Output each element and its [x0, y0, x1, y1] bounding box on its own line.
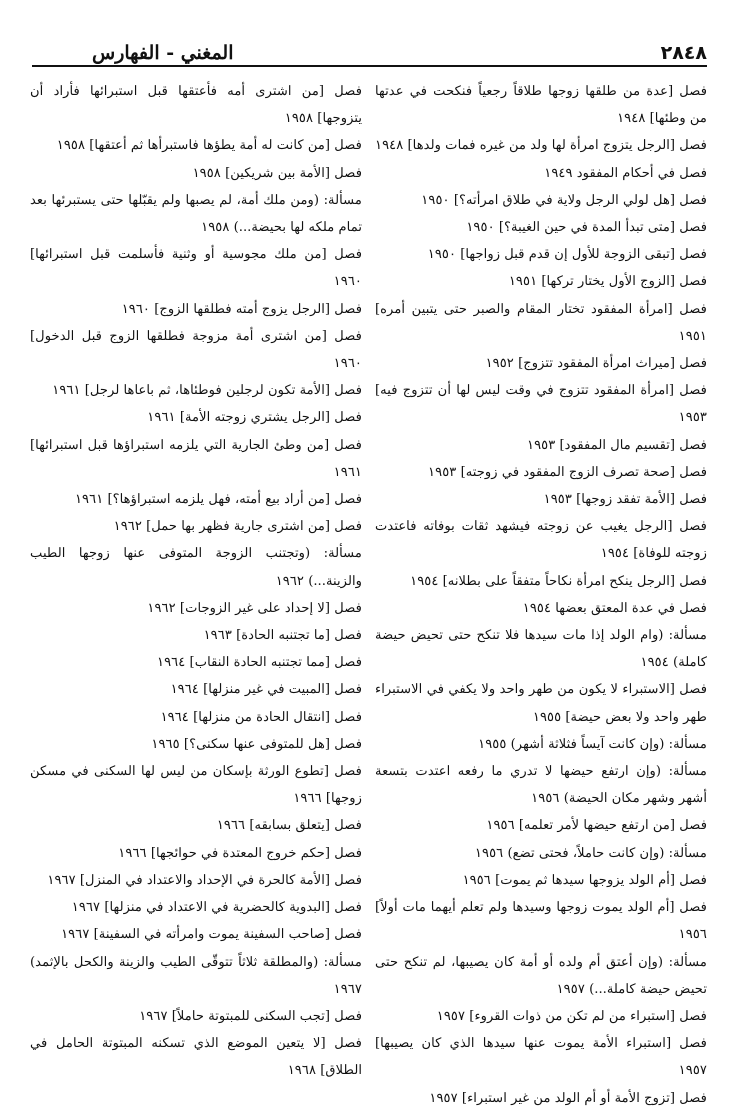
index-entry: فصل [امرأة المفقود تتزوج في وقت ليس لها أن تتزوج فيه] ١٩٥٣ — [375, 383, 707, 426]
header-divider — [32, 65, 707, 67]
index-entry: فصل [من أراد بيع أمته، فهل يلزمه استبراؤها؟] ١٩٦١ — [74, 492, 362, 508]
index-entry: فصل [استبراء من لم تكن من ذوات القروء] ١٩٥٧ — [436, 1008, 707, 1024]
page-number: ٢٨٤٨ — [660, 42, 707, 64]
index-entry: فصل [انتقال الحادة من منزلها] ١٩٦٤ — [160, 709, 362, 725]
index-entry: فصل [صحة تصرف الزوج المفقود في زوجته] ١٩٥٣ — [428, 464, 707, 480]
index-entry: فصل [الرجل يغيب عن زوجته فيشهد ثقات بوفاته فاعتدت زوجته للوفاة] ١٩٥٤ — [375, 519, 707, 562]
page-header — [32, 36, 707, 64]
index-entry: فصل [لا يتعين الموضع الذي تسكنه المبتوتة الحامل في الطلاق] ١٩٦٨ — [30, 1036, 362, 1079]
index-entry: فصل [هل لولي الرجل ولاية في طلاق امرأته؟] ١٩٥٠ — [421, 192, 707, 208]
index-entry: فصل [الأمة بين شريكين] ١٩٥٨ — [192, 165, 362, 181]
running-title: المغني - الفهارس — [92, 42, 234, 64]
index-entry: فصل [يتعلق بسابقه] ١٩٦٦ — [216, 818, 362, 834]
index-entry: فصل [الاستبراء لا يكون من طهر واحد ولا يكفي في الاستبراء طهر واحد ولا بعض حيضة] ١٩٥٥ — [375, 682, 707, 725]
index-entry: فصل في أحكام المفقود ١٩٤٩ — [544, 165, 707, 181]
index-entry: فصل [الرجل يشتري زوجته الأمة] ١٩٦١ — [147, 410, 362, 426]
index-entry: مسألة: (وتجتنب الزوجة المتوفى عنها زوجها الطيب والزينة...) ١٩٦٢ — [30, 546, 362, 589]
index-entry: فصل [الزوج الأول يختار تركها] ١٩٥١ — [508, 274, 707, 290]
index-entry: فصل [لا إحداد على غير الزوجات] ١٩٦٢ — [147, 600, 362, 616]
index-entry: فصل [أم الولد يموت زوجها وسيدها ولم تعلم أيهما مات أولاً] ١٩٥٦ — [375, 900, 707, 943]
index-entry: فصل [من ملك مجوسية أو وثنية فأسلمت قبل استبرائها] ١٩٦٠ — [30, 247, 362, 290]
index-entry: مسألة: (وإن كانت حاملاً، فحتى تضع) ١٩٥٦ — [474, 845, 707, 861]
index-entry: فصل [تزوج الأمة أو أم الولد من غير استبراء] ١٩٥٧ — [429, 1090, 707, 1106]
index-entry: فصل [تقسيم مال المفقود] ١٩٥٣ — [527, 437, 707, 453]
index-entry: فصل [المبيت في غير منزلها] ١٩٦٤ — [170, 682, 362, 698]
index-entry: فصل [من كانت له أمة يطؤها فاستبرأها ثم أعتقها] ١٩٥٨ — [56, 138, 362, 154]
index-entry: فصل [ميراث امرأة المفقود تتزوج] ١٩٥٢ — [485, 356, 707, 372]
right-column — [375, 78, 707, 1106]
index-entry: فصل [الأمة تكون لرجلين فوطئاها، ثم باعاها لرجل] ١٩٦١ — [52, 383, 362, 399]
index-entry: مسألة: (ومن ملك أمة، لم يصبها ولم يقبّلها حتى يستبرئها بعد تمام ملكه لها بحيضة...) ١٩٥٨ — [30, 192, 362, 236]
index-entry: فصل [مما تجتنبه الحادة النقاب] ١٩٦٤ — [157, 655, 362, 671]
index-entry: فصل [من اشترى جارية فظهر بها حمل] ١٩٦٢ — [113, 519, 362, 535]
index-entry: فصل [ما تجتنبه الحادة] ١٩٦٣ — [203, 628, 362, 644]
index-entry: فصل [استبراء الأمة يموت عنها سيدها الذي كان يصيبها] ١٩٥٧ — [375, 1036, 707, 1079]
index-entry: فصل [متى تبدأ المدة في حين الغيبة؟] ١٩٥٠ — [466, 220, 707, 236]
index-columns — [30, 78, 707, 1106]
index-entry: فصل [تجب السكنى للمبتوتة حاملاً] ١٩٦٧ — [139, 1008, 362, 1024]
index-entry: فصل [الرجل يتزوج امرأة لها ولد من غيره فمات ولدها] ١٩٤٨ — [375, 138, 707, 154]
index-entry: فصل [صاحب السفينة يموت وامرأته في السفينة] ١٩٦٧ — [61, 927, 362, 943]
index-entry: فصل [من اشترى أمة مزوجة فطلقها الزوج قبل الدخول] ١٩٦٠ — [30, 328, 362, 372]
index-entry: فصل [أم الولد يزوجها سيدها ثم يموت] ١٩٥٦ — [462, 872, 707, 888]
left-column — [30, 78, 362, 1082]
index-entry: فصل [الأمة تفقد زوجها] ١٩٥٣ — [543, 492, 707, 508]
index-entry: مسألة: (وإن ارتفع حيضها لا تدري ما رفعه اعتدت بتسعة أشهر وشهر مكان الحيضة) ١٩٥٦ — [375, 764, 707, 807]
index-entry: مسألة: (وام الولد إذا مات سيدها فلا تنكح حتى تحيض حيضة كاملة) ١٩٥٤ — [375, 628, 707, 671]
index-entry: فصل [من وطئ الجارية التي يلزمه استبراؤها قبل استبرائها] ١٩٦١ — [30, 437, 362, 480]
index-entry: مسألة: (وإن أعتق أم ولده أو أمة كان يصيبها، لم تنكح حتى تحيض حيضة كاملة...) ١٩٥٧ — [375, 954, 707, 997]
index-entry: مسألة: (وإن كانت آيساً فثلاثة أشهر) ١٩٥٥ — [478, 736, 707, 752]
index-entry: فصل في عدة المعتق بعضها ١٩٥٤ — [522, 600, 707, 616]
index-entry: فصل [الرجل ينكح امرأة نكاحاً متفقاً على بطلانه] ١٩٥٤ — [410, 573, 707, 589]
index-entry: فصل [تطوع الورثة بإسكان من ليس لها السكنى في مسكن زوجها] ١٩٦٦ — [30, 764, 362, 807]
index-entry: فصل [الرجل يزوج أمته فطلقها الزوج] ١٩٦٠ — [121, 301, 362, 317]
index-entry: فصل [البدوية كالحضرية في الاعتداد في منزلها] ١٩٦٧ — [71, 900, 362, 916]
index-entry: فصل [الأمة كالحرة في الإحداد والاعتداد في المنزل] ١٩٦٧ — [47, 872, 362, 888]
index-entry: فصل [امرأة المفقود تختار المقام والصبر حتى يتبين أمره] ١٩٥١ — [375, 301, 707, 344]
index-entry: مسألة: (والمطلقة ثلاثاً تتوقّى الطيب والزينة والكحل بالإثمد) ١٩٦٧ — [30, 954, 362, 997]
index-entry: فصل [من اشترى أمه فأعتقها قبل استبرائها فأراد أن يتزوجها] ١٩٥٨ — [30, 84, 362, 127]
index-entry: فصل [عدة من طلقها زوجها طلاقاً رجعياً فنكحت في عدتها من وطئها] ١٩٤٨ — [375, 84, 707, 127]
index-entry: فصل [من ارتفع حيضها لأمر تعلمه] ١٩٥٦ — [486, 818, 707, 834]
index-entry: فصل [هل للمتوفى عنها سكنى؟] ١٩٦٥ — [151, 736, 362, 752]
index-entry: فصل [تبقى الزوجة للأول إن قدم قبل زواجها] ١٩٥٠ — [427, 247, 707, 263]
index-entry: فصل [حكم خروج المعتدة في حوائجها] ١٩٦٦ — [118, 845, 362, 861]
